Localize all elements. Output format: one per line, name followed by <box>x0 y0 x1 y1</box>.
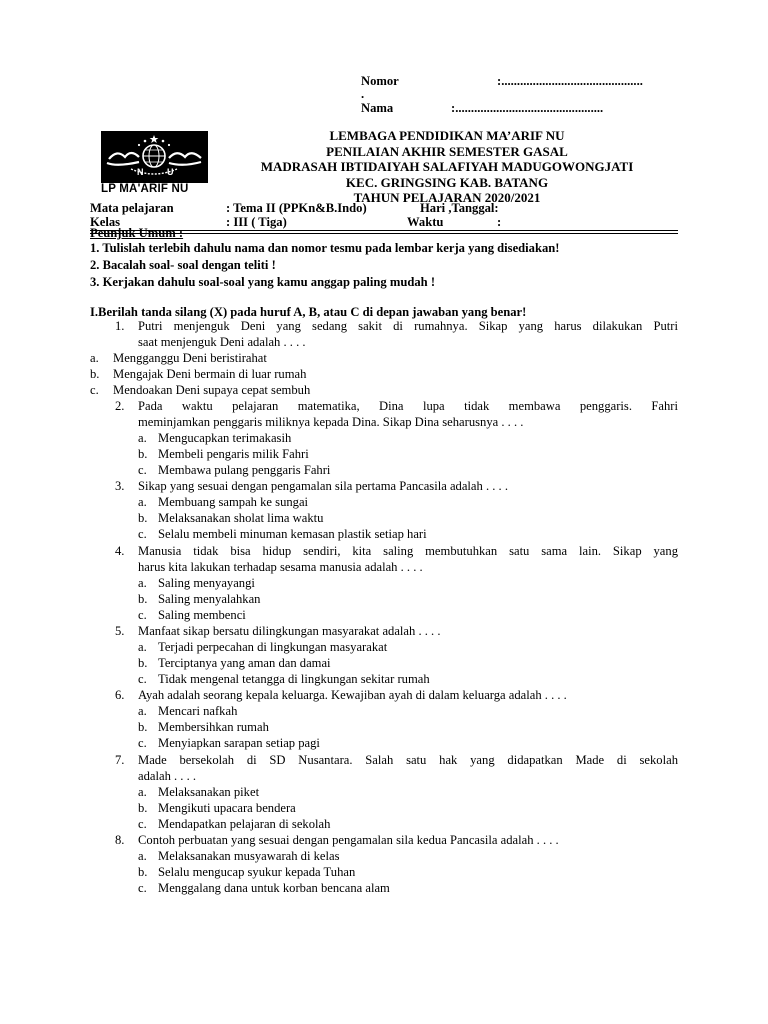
option-text: Membuang sampah ke sungai <box>158 495 309 509</box>
question-text-line: Contoh perbuatan yang sesuai dengan pengamalan sila kedua Pancasila adalah . . . . <box>138 833 559 847</box>
question-number: 6. <box>115 688 125 702</box>
petunjuk-title: Peunjuk Umum : <box>90 226 184 240</box>
question-number: 8. <box>115 833 125 847</box>
option-text: Saling menyalahkan <box>158 592 261 606</box>
option-text: Terciptanya yang aman dan damai <box>158 656 331 670</box>
option-letter: b. <box>90 367 100 381</box>
petunjuk-item-2: 2. Bacalah soal- soal dengan teliti ! <box>90 258 276 272</box>
option-letter: a. <box>138 576 147 590</box>
petunjuk-item-3: 3. Kerjakan dahulu soal-soal yang kamu anggap paling mudah ! <box>90 275 436 289</box>
kelas-value: : III ( Tiga) <box>226 215 287 229</box>
question-text-line: Made bersekolah di SD Nusantara. Salah satu hak yang didapatkan Made di sekolah <box>138 753 678 767</box>
option-text: Melaksanakan sholat lima waktu <box>158 511 324 525</box>
waktu-label: Waktu <box>407 215 444 229</box>
question-text-line: Sikap yang sesuai dengan pengamalan sila pertama Pancasila adalah . . . . <box>138 479 508 493</box>
header-line-year: TAHUN PELAJARAN 2020/2021 <box>353 190 541 205</box>
option-letter: c. <box>138 881 147 895</box>
option-letter: b. <box>138 720 148 734</box>
option-letter: a. <box>138 640 147 654</box>
nomor-label: Nomor <box>361 74 399 88</box>
option-letter: c. <box>138 672 147 686</box>
option-letter: c. <box>138 527 147 541</box>
logo-letter-u: U <box>167 167 174 177</box>
option-letter: c. <box>138 817 147 831</box>
nu-emblem-icon <box>101 131 208 183</box>
option-text: Saling menyayangi <box>158 576 255 590</box>
question-number: 3. <box>115 479 125 493</box>
mapel-value: : Tema II (PPKn&B.Indo) <box>226 201 367 215</box>
option-letter: b. <box>138 592 148 606</box>
option-text: Tidak mengenal tetangga di lingkungan sekitar rumah <box>158 672 430 686</box>
section-instruction: I.Berilah tanda silang (X) pada huruf A, B, atau C di depan jawaban yang benar! <box>90 305 527 319</box>
option-letter: c. <box>138 608 147 622</box>
option-text: Selalu membeli minuman kemasan plastik setiap hari <box>158 527 427 541</box>
option-text: Mengucapkan terimakasih <box>158 431 292 445</box>
option-text: Membersihkan rumah <box>158 720 269 734</box>
option-letter: a. <box>138 495 147 509</box>
question-number: 4. <box>115 544 125 558</box>
header-line-school: MADRASAH IBTIDAIYAH SALAFIYAH MADUGOWONGJATI <box>260 159 634 174</box>
option-text: Menggalang dana untuk korban bencana alam <box>158 881 390 895</box>
logo-caption: LP MA'ARIF NU <box>101 183 189 195</box>
option-letter: a. <box>138 785 147 799</box>
option-text: Membawa pulang penggaris Fahri <box>158 463 331 477</box>
petunjuk-item-1: 1. Tulislah terlebih dahulu nama dan nomor tesmu pada lembar kerja yang disediakan! <box>90 241 560 255</box>
question-text-line: saat menjenguk Deni adalah . . . . <box>138 335 306 349</box>
question-number: 2. <box>115 399 125 413</box>
option-letter: c. <box>138 463 147 477</box>
option-text: Selalu mengucap syukur kepada Tuhan <box>158 865 356 879</box>
question-text-line: Manfaat sikap bersatu dilingkungan masyarakat adalah . . . . <box>138 624 441 638</box>
header-line-institution: LEMBAGA PENDIDIKAN MA’ARIF NU <box>329 128 565 143</box>
mapel-label: Mata pelajaran <box>90 201 174 215</box>
question-text-line: adalah . . . . <box>138 769 197 783</box>
option-letter: b. <box>138 801 148 815</box>
lp-maarif-nu-logo <box>101 131 208 183</box>
institution-header <box>212 128 682 206</box>
question-number: 7. <box>115 753 125 767</box>
option-text: Melaksanakan musyawarah di kelas <box>158 849 340 863</box>
option-letter: a. <box>138 431 147 445</box>
option-text: Mengikuti upacara bendera <box>158 801 296 815</box>
option-letter: b. <box>138 447 148 461</box>
option-text: Melaksanakan piket <box>158 785 260 799</box>
nama-label: Nama <box>361 101 394 115</box>
option-text: Mendapatkan pelajaran di sekolah <box>158 817 331 831</box>
question-text-line: Ayah adalah seorang kepala keluarga. Kewajiban ayah di dalam keluarga adalah . . . . <box>138 688 567 702</box>
option-letter: c. <box>90 383 99 397</box>
logo-letter-n: N <box>137 167 144 177</box>
option-text: Mencari nafkah <box>158 704 238 718</box>
waktu-value: : <box>497 215 502 229</box>
option-text: Mengajak Deni bermain di luar rumah <box>113 367 307 381</box>
question-text-line: harus kita lakukan terhadap sesama manusia adalah . . . . <box>138 560 423 574</box>
question-number: 1. <box>115 319 125 333</box>
option-letter: a. <box>138 704 147 718</box>
option-letter: a. <box>90 351 99 365</box>
question-text-line: Manusia tidak bisa hidup sendiri, kita saling membutuhkan satu sama lain. Sikap yang <box>138 544 678 558</box>
option-letter: a. <box>138 849 147 863</box>
option-text: Saling membenci <box>158 608 246 622</box>
kelas-label: Kelas <box>90 215 121 229</box>
option-text: Terjadi perpecahan di lingkungan masyarakat <box>158 640 388 654</box>
header-line-district: KEC. GRINGSING KAB. BATANG <box>345 174 549 190</box>
option-text: Mengganggu Deni beristirahat <box>113 351 267 365</box>
option-letter: b. <box>138 511 148 525</box>
nomor-field-tail: . <box>361 87 365 101</box>
option-letter: b. <box>138 865 148 879</box>
hari-tanggal-label: Hari ,Tanggal: <box>420 201 499 215</box>
option-letter: c. <box>138 736 147 750</box>
question-text-line: Putri menjenguk Deni yang sedang sakit di rumahnya. Sikap yang harus dilakukan Putri <box>138 319 678 333</box>
option-letter: b. <box>138 656 148 670</box>
question-number: 5. <box>115 624 125 638</box>
option-text: Mendoakan Deni supaya cepat sembuh <box>113 383 311 397</box>
question-text-line: Pada waktu pelajaran matematika, Dina lupa tidak membawa penggaris. Fahri <box>138 399 678 413</box>
nomor-field: :............................................. <box>497 74 643 88</box>
nama-field: :............................................... <box>451 101 604 115</box>
header-line-exam: PENILAIAN AKHIR SEMESTER GASAL <box>326 143 568 159</box>
question-text-line: meminjamkan penggaris miliknya kepada Dina. Sikap Dina seharusnya . . . . <box>138 415 524 429</box>
option-text: Menyiapkan sarapan setiap pagi <box>158 736 320 750</box>
option-text: Membeli pengaris milik Fahri <box>158 447 309 461</box>
